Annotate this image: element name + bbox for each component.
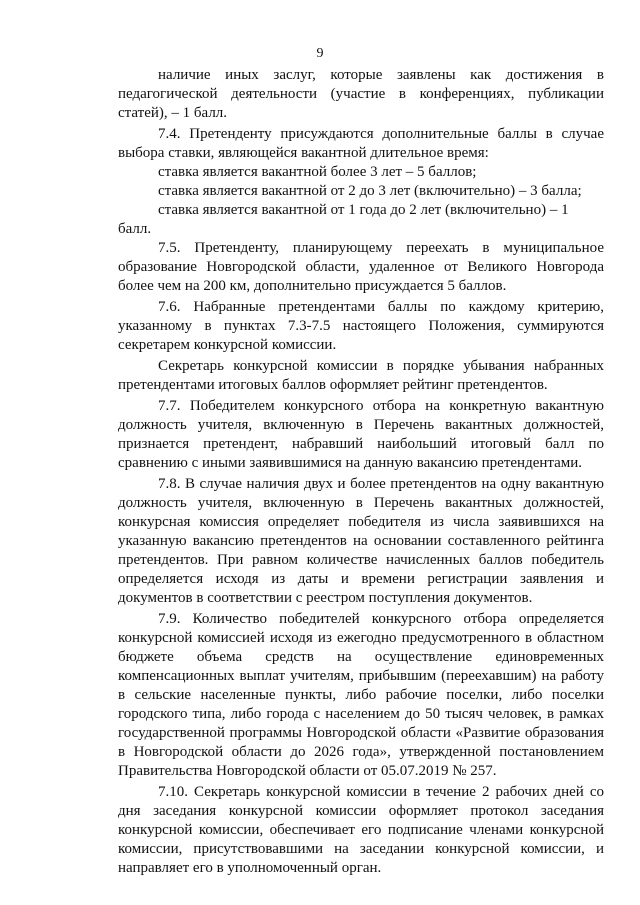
document-body bbox=[118, 66, 604, 878]
list-item-vacant-1-to-2-years: ставка является вакантной от 1 года до 2 лет (включительно) – 1 балл. bbox=[118, 202, 569, 237]
paragraph-7-6: 7.6. Набранные претендентами баллы по каждому критерию, указанному в пунктах 7.3-7.5 настоящего Положения, суммируются секретарем конкурсной комиссии. bbox=[118, 299, 604, 353]
paragraph-7-8: 7.8. В случае наличия двух и более претендентов на одну вакантную должность учителя, включенную в Перечень вакантных должностей, конкурсная комиссия определяет победителя из числа заявившихся на указанную вакансию претендентов на основании составленного рейтинга претендентов. При равном количестве начисленных баллов победитель определяется исходя из даты и времени регистрации заявления и документов в соответствии с реестром поступления документов. bbox=[118, 476, 604, 606]
paragraph-7-10: 7.10. Секретарь конкурсной комиссии в течение 2 рабочих дней со дня заседания конкурсной комиссии оформляет протокол заседания конкурсной комиссии, обеспечивает его подписание членами конкурсной комиссии, присутствовавшими на заседании конкурсной комиссии, и направляет его в уполномоченный орган. bbox=[118, 784, 604, 876]
paragraph-other-merits: наличие иных заслуг, которые заявлены как достижения в педагогической деятельности (участие в конференциях, публикации статей), – 1 балл. bbox=[118, 67, 604, 121]
paragraph-7-4: 7.4. Претенденту присуждаются дополнительные баллы в случае выбора ставки, являющейся вакантной длительное время: bbox=[118, 126, 604, 161]
page-number: 9 bbox=[316, 46, 324, 61]
paragraph-7-5: 7.5. Претенденту, планирующему переехать в муниципальное образование Новгородской области, удаленное от Великого Новгорода более чем на 200 км, дополнительно присуждается 5 баллов. bbox=[118, 240, 604, 294]
paragraph-7-9: 7.9. Количество победителей конкурсного отбора определяется конкурсной комиссией исходя из ежегодно предусмотренного в областном бюджете объема средств на осуществление единовременных компенсационных выплат учителям, прибывшим (переехавшим) на работу в сельские населенные пункты, либо рабочие поселки, либо поселки городского типа, либо города с населением до 50 тысяч человек, в рамках государственной программы Новгородской области «Развитие образования в Новгородской области до 2026 года», утвержденной постановлением Правительства Новгородской области от 05.07.2019 № 257. bbox=[118, 611, 604, 779]
list-item-vacant-2-to-3-years: ставка является вакантной от 2 до 3 лет (включительно) – 3 балла; bbox=[158, 183, 582, 199]
paragraph-7-7: 7.7. Победителем конкурсного отбора на конкретную вакантную должность учителя, включенную в Перечень вакантных должностей, признается претендент, набравший наибольший итоговый балл по сравнению с иными заявившимися на данную вакансию претендентами. bbox=[118, 398, 604, 471]
paragraph-rating: Секретарь конкурсной комиссии в порядке убывания набранных претендентами итоговых баллов оформляет рейтинг претендентов. bbox=[118, 358, 604, 393]
list-item-vacant-over-3-years: ставка является вакантной более 3 лет – 5 баллов; bbox=[158, 164, 477, 180]
